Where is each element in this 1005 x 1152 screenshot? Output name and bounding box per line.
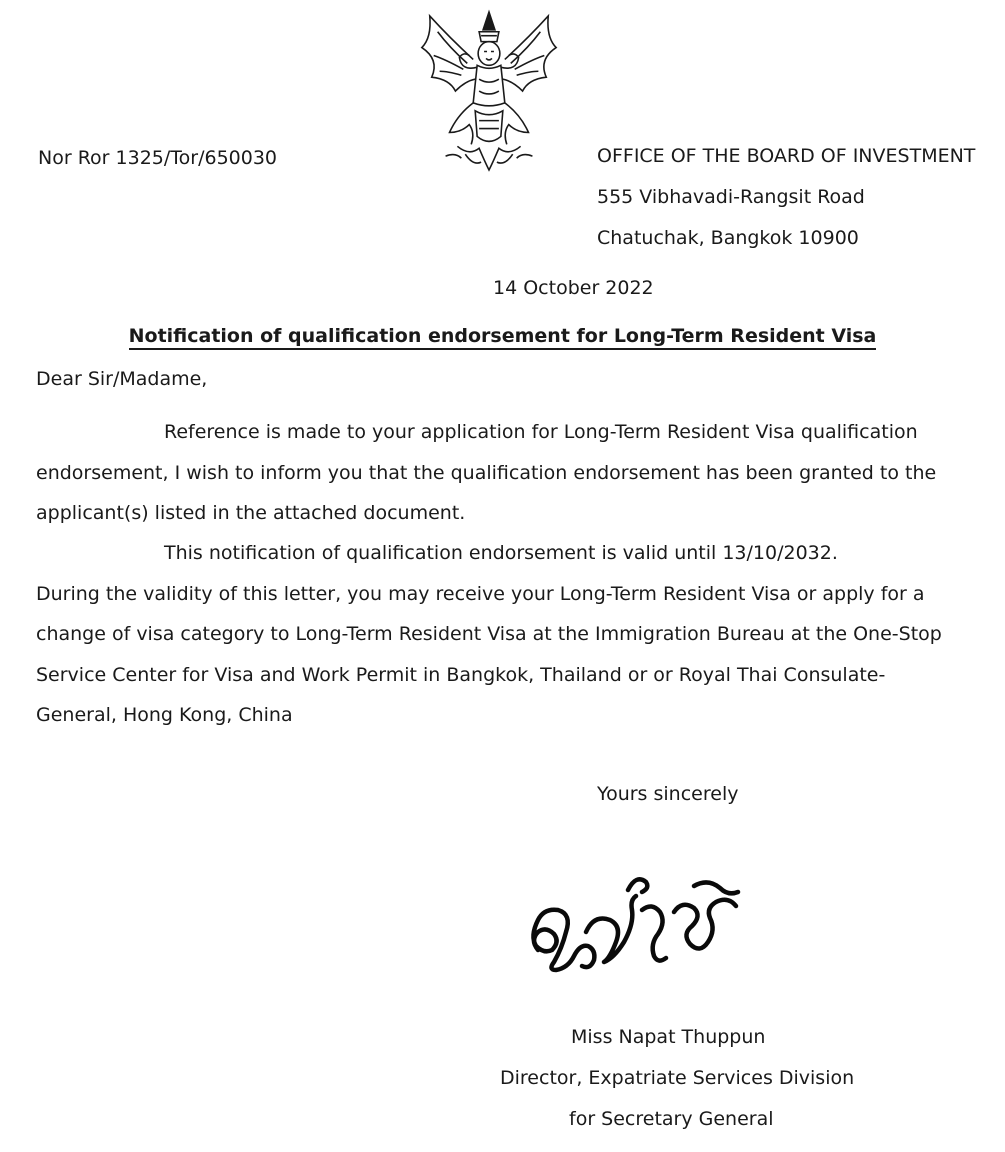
- letter-date: 14 October 2022: [493, 277, 654, 299]
- paragraph-2-text: During the validity of this letter, you may receive your Long-Term Resident Visa or apply for a change of visa category to Long-Term Resident Visa at the Immigration Bureau at the One-Stop Service Center for Visa and Work Permit in Bangkok, Thailand or or Royal Thai Consulate-General, Hong Kong, China: [36, 582, 942, 727]
- paragraph-2-first-line: This notification of qualification endorsement is valid until 13/10/2032.: [164, 542, 838, 564]
- paragraph-2: [36, 533, 966, 736]
- garuda-emblem-icon: [410, 8, 568, 176]
- paragraph-1-text: Reference is made to your application for Long-Term Resident Visa qualification endorsement, I wish to inform you that the qualification endorsement has been granted to the applicant(s) listed in the attached document.: [36, 421, 937, 525]
- closing: Yours sincerely: [597, 783, 739, 805]
- sender-office: OFFICE OF THE BOARD OF INVESTMENT: [597, 145, 976, 167]
- sender-address-line2: Chatuchak, Bangkok 10900: [597, 227, 859, 249]
- letter-title: Notification of qualification endorsement for Long-Term Resident Visa: [129, 325, 877, 350]
- signatory-position: Director, Expatriate Services Division: [500, 1067, 855, 1089]
- signatory-on-behalf: for Secretary General: [569, 1108, 774, 1130]
- signature-image: [524, 862, 754, 977]
- letter-title-row: [0, 324, 1005, 348]
- salutation: Dear Sir/Madame,: [36, 368, 208, 390]
- paragraph-1: [36, 412, 966, 534]
- signatory-name: Miss Napat Thuppun: [571, 1026, 766, 1048]
- reference-number: Nor Ror 1325/Tor/650030: [38, 147, 278, 169]
- sender-address-line1: 555 Vibhavadi-Rangsit Road: [597, 186, 865, 208]
